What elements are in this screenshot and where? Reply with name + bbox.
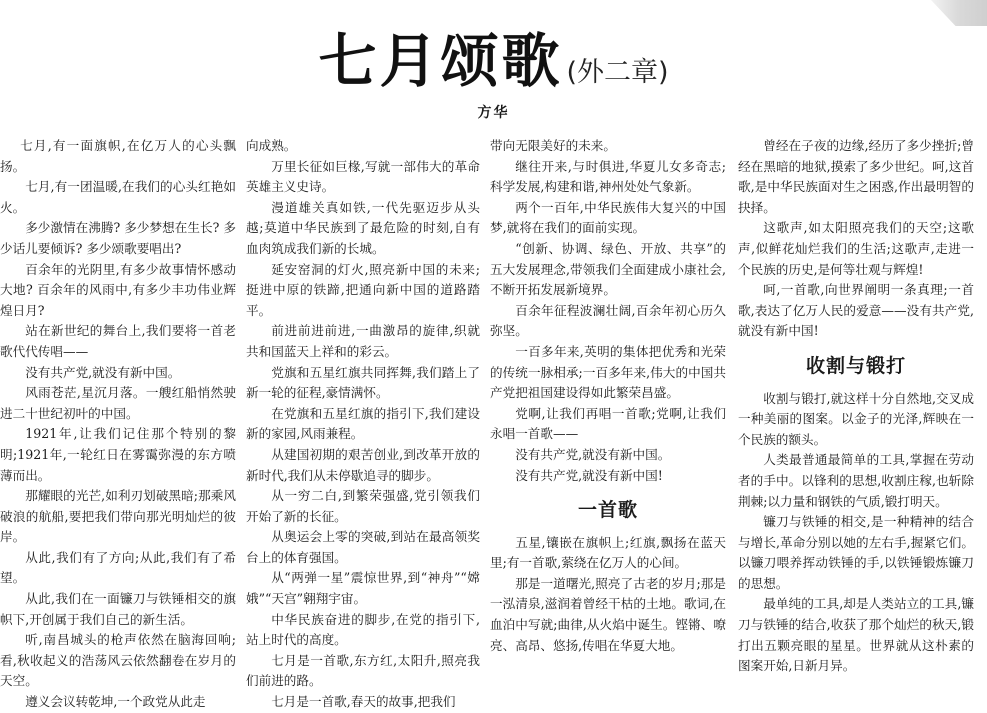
paragraph: 延安窑洞的灯火,照亮新中国的未来;挺进中原的铁蹄,把通向新中国的道路踏平。 xyxy=(246,261,480,318)
section-heading-yi-shou-ge: 一首歌 xyxy=(577,499,638,522)
paragraph: 七月是一首歌,春天的故事,把我们 xyxy=(271,694,456,710)
paragraph: 继往开来,与时俱进,华夏儿女多奇志;科学发展,构建和谐,神州处处气象新。 xyxy=(490,158,726,195)
masthead xyxy=(0,14,987,95)
text-column-1 xyxy=(0,136,236,710)
paragraph: 听,南昌城头的枪声依然在脑海回响;看,秋收起义的浩荡风云依然翻卷在岁月的天空。 xyxy=(0,632,236,689)
paragraph: 多少激情在沸腾? 多少梦想在生长? 多少话儿要倾诉? 多少颂歌要唱出? xyxy=(0,220,236,256)
paragraph: 前进前进前进,一曲激昂的旋律,织就共和国蓝天上祥和的彩云。 xyxy=(246,323,480,359)
section-heading-shou-ge-yu-duan-da: 收割与锻打 xyxy=(805,354,906,377)
paragraph: 七月是一首歌,东方红,太阳升,照亮我们前进的路。 xyxy=(246,652,480,689)
paragraph: 呵,一首歌,向世界阐明一条真理;一首歌,表达了亿万人民的爱意——没有共产党,就没有新中国! xyxy=(738,282,974,339)
paragraph: 没有共产党,就没有新中国。 xyxy=(515,446,671,462)
paragraph: 镰刀与铁锤的相交,是一种精神的结合与增长,革命分别以她的左右手,握紧它们。以镰刀喂养挥动铁锤的手,以铁锤锻炼镰刀的思想。 xyxy=(738,514,974,591)
paragraph: 曾经在子夜的边缘,经历了多少挫折;曾经在黑暗的地狱,摸索了多少世纪。呵,这首歌,是中华民族面对生之困惑,作出最明智的抉择。 xyxy=(738,138,974,215)
paragraph: 遵义会议转乾坤,一个政党从此走 xyxy=(25,694,206,710)
paragraph: “创新、协调、绿色、开放、共享”的五大发展理念,带领我们全面建成小康社会,不断开拓发展新境界。 xyxy=(490,240,726,298)
paragraph: 漫道雄关真如铁,一代先驱迈步从头越;莫道中华民族到了最危险的时刻,自有血肉筑成我们新的长城。 xyxy=(246,199,480,256)
paragraph: 从此,我们有了方向;从此,我们有了希望。 xyxy=(0,549,236,586)
article-subtitle: (外二章) xyxy=(566,57,669,88)
paragraph: 人类最普通最简单的工具,掌握在劳动者的手中。以锋利的思想,收割庄稼,也斩除荆棘;以力量和钢铁的气质,锻打明天。 xyxy=(738,452,974,509)
paragraph: 从此,我们在一面镰刀与铁锤相交的旗帜下,开创属于我们自己的新生活。 xyxy=(0,591,236,627)
paragraph: 没有共产党,就没有新中国。 xyxy=(25,364,181,380)
paragraph: 从奥运会上零的突破,到站在最高领奖台上的体育强国。 xyxy=(246,529,480,565)
paragraph: 万里长征如巨椽,写就一部伟大的革命英雄主义史诗。 xyxy=(246,158,480,195)
paragraph: 带向无限美好的未来。 xyxy=(490,138,616,153)
paragraph: 五星,镶嵌在旗帜上;红旗,飘扬在蓝天里;有一首歌,萦绕在亿万人的心间。 xyxy=(490,534,726,571)
paragraph: 从“两弹一星”震惊世界,到“神舟”“嫦娥”“天宫”翱翔宇宙。 xyxy=(246,570,480,607)
article-title: 七月颂歌 xyxy=(318,27,563,95)
paragraph: 站在新世纪的舞台上,我们要将一首老歌代代传唱—— xyxy=(0,323,236,359)
paragraph: 没有共产党,就没有新中国! xyxy=(515,467,663,483)
paragraph: 最单纯的工具,却是人类站立的工具,镰刀与铁锤的结合,收获了那个灿烂的秋天,锻打出五颗亮眼的星星。世界就从这朴素的图案开始,日新月异。 xyxy=(738,596,974,674)
paragraph: 这歌声,如太阳照亮我们的天空;这歌声,似鲜花灿烂我们的生活;这歌声,走进一个民族的历史,是何等壮观与辉煌! xyxy=(738,220,974,277)
paragraph: 那是一道曙光,照亮了古老的岁月;那是一泓清泉,滋润着曾经干枯的土地。歌词,在血泊中写就;曲律,从火焰中诞生。铿锵、嘹亮、高昂、悠扬,传唱在华夏大地。 xyxy=(490,575,726,653)
paragraph: 七月,有一面旗帜,在亿万人的心头飘扬。 xyxy=(0,138,236,174)
paragraph: 七月,有一团温暖,在我们的心头红艳如火。 xyxy=(0,179,236,215)
paragraph: 那耀眼的光芒,如利刃划破黑暗;那乘风破浪的航船,要把我们带向那光明灿烂的彼岸。 xyxy=(0,488,236,545)
paragraph: 向成熟。 xyxy=(246,138,297,153)
text-column-4 xyxy=(738,136,974,674)
author-byline: 方华 xyxy=(477,105,510,121)
paragraph: 在党旗和五星红旗的指引下,我们建设新的家园,风雨兼程。 xyxy=(246,405,480,442)
paragraph: 从一穷二白,到繁荣强盛,党引领我们开始了新的长征。 xyxy=(246,488,480,524)
paragraph: 党啊,让我们再唱一首歌;党啊,让我们永唱一首歌—— xyxy=(490,405,726,442)
paragraph: 一百多年来,英明的集体把优秀和光荣的传统一脉相承;一百多年来,伟大的中国共产党把祖国建设得如此繁荣昌盛。 xyxy=(490,343,726,401)
paragraph: 两个一百年,中华民族伟大复兴的中国梦,就将在我们的面前实现。 xyxy=(490,199,726,236)
paragraph: 党旗和五星红旗共同挥舞,我们踏上了新一轮的征程,豪情满怀。 xyxy=(246,364,480,401)
paragraph: 百余年征程波澜壮阔,百余年初心历久弥坚。 xyxy=(490,302,726,339)
text-column-2 xyxy=(246,136,480,710)
paragraph: 百余年的光阴里,有多少故事情怀感动大地? 百余年的风雨中,有多少丰功伟业辉煌日月? xyxy=(0,261,236,318)
paragraph: 风雨苍茫,星沉月落。一艘红船悄然驶进二十世纪初叶的中国。 xyxy=(0,385,236,421)
paragraph: 从建国初期的艰苦创业,到改革开放的新时代,我们从未停歇追寻的脚步。 xyxy=(246,446,480,483)
paragraph: 中华民族奋进的脚步,在党的指引下,站上时代的高度。 xyxy=(246,611,480,648)
paragraph: 1921年,让我们记住那个特别的黎明;1921年,一轮红日在雾霭弥漫的东方喷薄而出。 xyxy=(0,426,236,483)
paragraph: 收割与锻打,就这样十分自然地,交叉成一种美丽的图案。以金子的光泽,辉映在一个民族的额头。 xyxy=(738,390,974,447)
text-column-3 xyxy=(490,136,726,653)
